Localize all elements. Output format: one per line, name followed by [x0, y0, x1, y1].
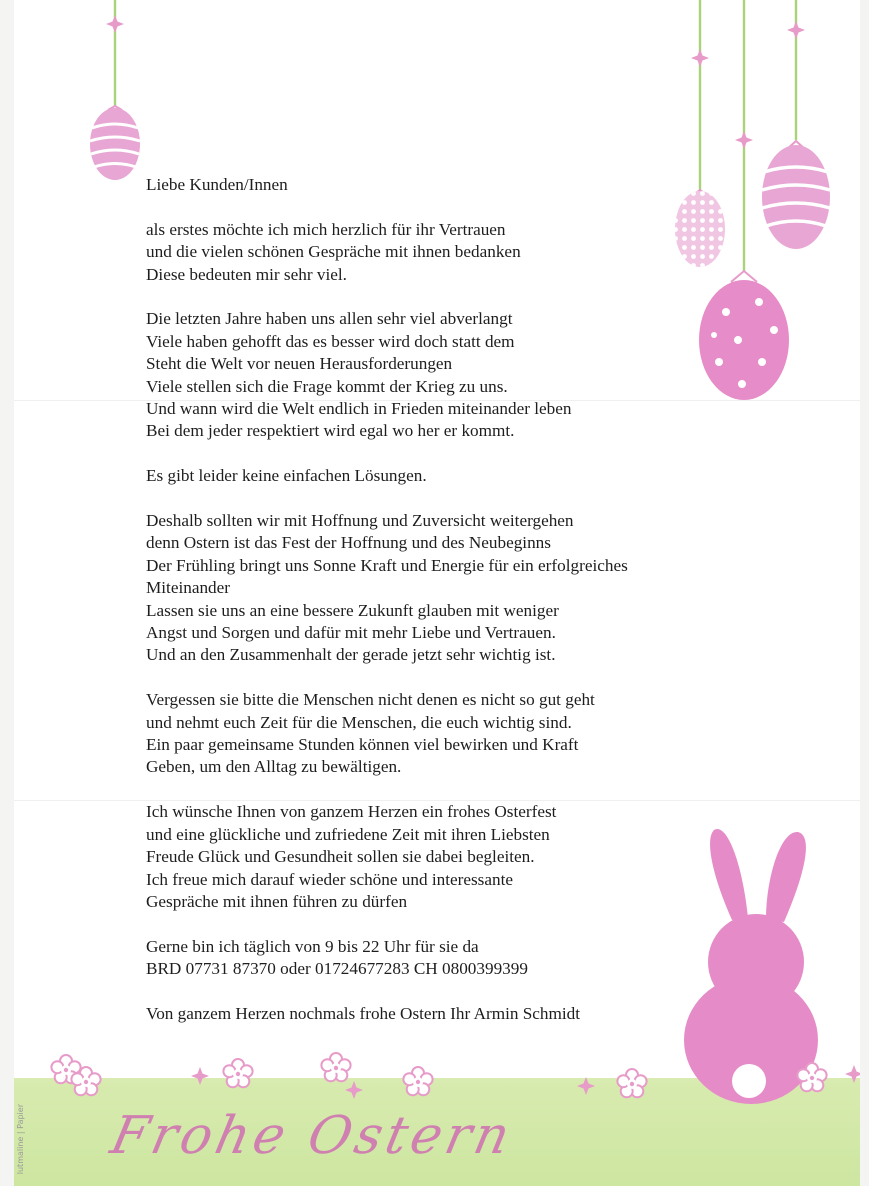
paragraph — [146, 801, 746, 913]
letter-line: Der Frühling bringt uns Sonne Kraft und Energie für ein erfolgreiches — [146, 555, 628, 575]
paragraph-gap — [146, 196, 746, 218]
letter-line: Angst und Sorgen und dafür mit mehr Liebe und Vertrauen. — [146, 623, 556, 643]
paragraph-gap — [146, 667, 746, 689]
hanging-egg-striped — [762, 0, 830, 249]
letter-line: Es gibt leider keine einfachen Lösungen. — [146, 466, 427, 486]
paragraph — [146, 308, 746, 442]
letter-line: Von ganzem Herzen nochmals frohe Ostern Ihr Armin Schmidt — [146, 1003, 581, 1023]
letter-line: Liebe Kunden/Innen — [146, 175, 288, 194]
letter-line: Gerne bin ich täglich von 9 bis 22 Uhr für sie da — [146, 936, 479, 956]
letter-line: Bei dem jeder respektiert wird egal wo her er kommt. — [146, 421, 515, 441]
easter-greeting-script: Frohe Ostern — [105, 1106, 519, 1166]
letter-line: Viele stellen sich die Frage kommt der Krieg zu uns. — [146, 376, 508, 396]
letter-line: Miteinander — [146, 578, 230, 598]
letter-line: Ein paar gemeinsame Stunden können viel bewirken und Kraft — [146, 735, 579, 755]
letter-line: BRD 07731 87370 oder 01724677283 CH 0800399399 — [146, 959, 528, 979]
paragraph — [146, 510, 746, 667]
letter-line: als erstes möchte ich mich herzlich für ihr Vertrauen — [146, 219, 506, 239]
hanging-egg-left — [90, 0, 140, 180]
paragraph-gap — [146, 488, 746, 510]
paragraph — [146, 219, 746, 286]
paper-imprint: lutmaline | Papier — [16, 1104, 25, 1175]
letter-page — [14, 0, 860, 1186]
letter-line: und eine glückliche und zufriedene Zeit mit ihren Liebsten — [146, 824, 550, 844]
paragraph — [146, 465, 746, 487]
letter-line: Diese bedeuten mir sehr viel. — [146, 264, 347, 284]
letter-line: Steht die Welt vor neuen Herausforderungen — [146, 354, 453, 374]
paragraph-gap — [146, 913, 746, 935]
letter-line: Und wann wird die Welt endlich in Frieden miteinander leben — [146, 399, 572, 419]
letter-body — [146, 174, 746, 1025]
letter-line: Freude Glück und Gesundheit sollen sie dabei begleiten. — [146, 847, 535, 867]
letter-line: Deshalb sollten wir mit Hoffnung und Zuversicht weitergehen — [146, 511, 574, 531]
letter-line: Lassen sie uns an eine bessere Zukunft glauben mit weniger — [146, 600, 559, 620]
closing — [146, 1003, 746, 1025]
paragraph — [146, 936, 746, 981]
letter-line: Die letzten Jahre haben uns allen sehr viel abverlangt — [146, 309, 513, 329]
paragraph-gap — [146, 981, 746, 1003]
letter-line: Gespräche mit ihnen führen zu dürfen — [146, 891, 408, 911]
letter-line: Geben, um den Alltag zu bewältigen. — [146, 757, 402, 777]
letter-line: Vergessen sie bitte die Menschen nicht denen es nicht so gut geht — [146, 690, 595, 710]
paragraph-gap — [146, 286, 746, 308]
paragraph-gap — [146, 779, 746, 801]
letter-line: und nehmt euch Zeit für die Menschen, die euch wichtig sind. — [146, 712, 572, 732]
letter-line: Und an den Zusammenhalt der gerade jetzt sehr wichtig ist. — [146, 645, 556, 665]
letter-line: und die vielen schönen Gespräche mit ihnen bedanken — [146, 242, 521, 262]
letter-line: denn Ostern ist das Fest der Hoffnung und des Neubeginns — [146, 533, 551, 553]
paragraph-gap — [146, 443, 746, 465]
salutation — [146, 174, 746, 196]
paragraph — [146, 689, 746, 779]
letter-line: Viele haben gehofft das es besser wird doch statt dem — [146, 331, 515, 351]
letter-line: Ich wünsche Ihnen von ganzem Herzen ein frohes Osterfest — [146, 802, 557, 822]
letter-line: Ich freue mich darauf wieder schöne und interessante — [146, 869, 513, 889]
